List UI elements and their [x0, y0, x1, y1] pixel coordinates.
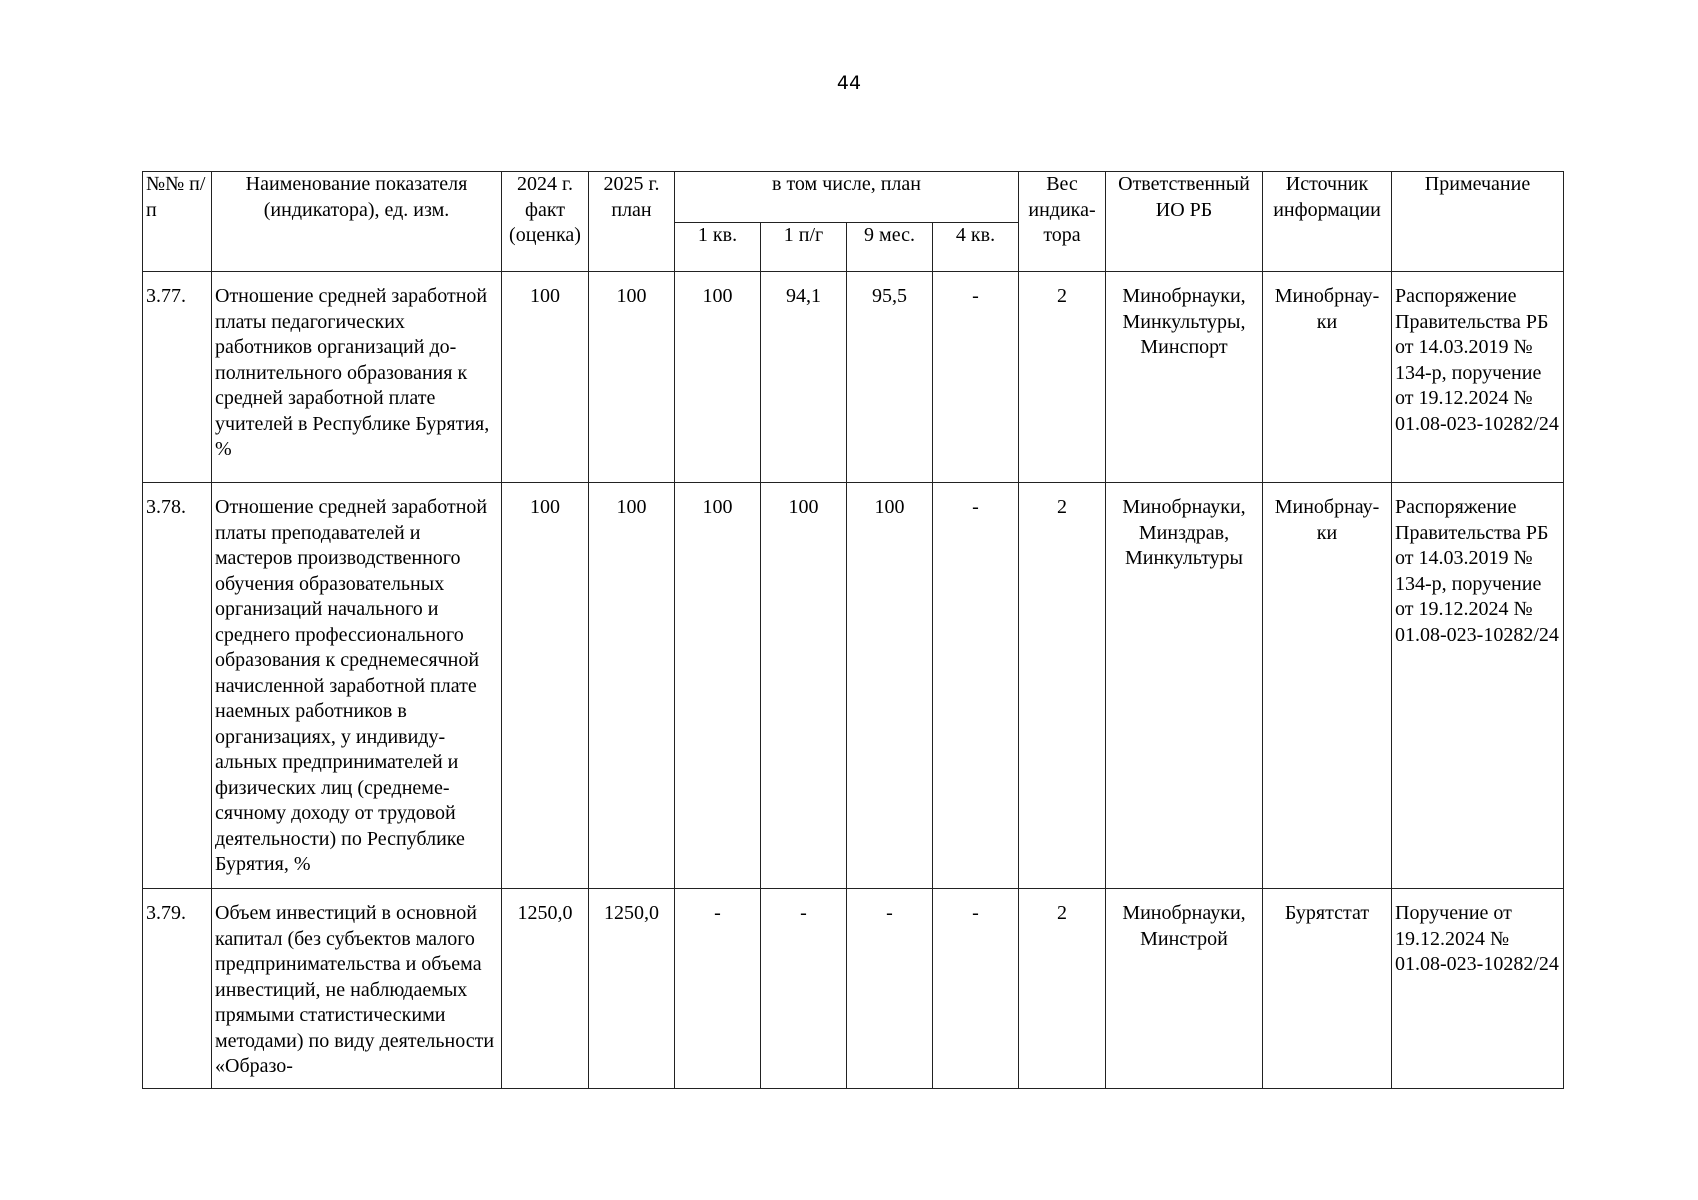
row-source: Бурятстат [1263, 889, 1392, 1089]
row-weight: 2 [1019, 483, 1106, 889]
header-2025: 2025 г. план [589, 172, 675, 272]
row-2024: 100 [502, 272, 589, 483]
row-weight: 2 [1019, 889, 1106, 1089]
row-q4: - [933, 889, 1019, 1089]
row-half-year: 94,1 [761, 272, 847, 483]
table-row [143, 272, 1564, 483]
row-2024: 1250,0 [502, 889, 589, 1089]
row-half-year: - [761, 889, 847, 1089]
row-source: Минобрнау-ки [1263, 483, 1392, 889]
header-9-months: 9 мес. [847, 223, 933, 272]
row-weight: 2 [1019, 272, 1106, 483]
row-half-year: 100 [761, 483, 847, 889]
row-name: Отношение средней заработной платы педагогических работников организаций дополнительного образования к средней заработной плате учителей в Республике Бурятия, % [212, 272, 502, 483]
row-q1: 100 [675, 272, 761, 483]
row-responsible: Минобрнауки, Минздрав, Минкультуры [1106, 483, 1263, 889]
header-source: Источник информации [1263, 172, 1392, 272]
header-num: №№ п/п [143, 172, 212, 272]
row-9-months: 95,5 [847, 272, 933, 483]
row-2024: 100 [502, 483, 589, 889]
row-name: Объем инвестиций в основной капитал (без субъектов малого предпринимательства и объема инвестиций, не наблюдаемых прямыми статистическими методами) по виду деятельности «Образо- [212, 889, 502, 1089]
header-name: Наименование показателя (индикатора), ед. изм. [212, 172, 502, 272]
row-num: 3.79. [143, 889, 212, 1089]
header-q1: 1 кв. [675, 223, 761, 272]
row-9-months: - [847, 889, 933, 1089]
row-q4: - [933, 483, 1019, 889]
header-2024: 2024 г. факт (оценка) [502, 172, 589, 272]
indicators-table [142, 171, 1564, 1089]
row-2025: 100 [589, 483, 675, 889]
row-2025: 100 [589, 272, 675, 483]
row-note: Распоряжение Правительства РБ от 14.03.2019 № 134-р, поручение от 19.12.2024 № 01.08-023-10282/24 [1392, 272, 1564, 483]
header-q4: 4 кв. [933, 223, 1019, 272]
row-2025: 1250,0 [589, 889, 675, 1089]
header-responsible: Ответственный ИО РБ [1106, 172, 1263, 272]
header-note: Примечание [1392, 172, 1564, 272]
row-responsible: Минобрнауки, Минкультуры, Минспорт [1106, 272, 1263, 483]
page-number: 44 [836, 72, 862, 94]
header-including-plan: в том числе, план [675, 172, 1019, 223]
row-q4: - [933, 272, 1019, 483]
row-9-months: 100 [847, 483, 933, 889]
row-source: Минобрнау-ки [1263, 272, 1392, 483]
row-num: 3.77. [143, 272, 212, 483]
row-name: Отношение средней заработной платы преподавателей и мастеров производственного обучения образовательных организаций начального и среднего профессионального образования к среднемесячной начисленной заработной плате наемных работников в организациях, у индивидуальных предпринимателей и физических лиц (среднемесячному доходу от трудовой деятельности) по Республике Бурятия, % [212, 483, 502, 889]
row-note: Распоряжение Правительства РБ от 14.03.2019 № 134-р, поручение от 19.12.2024 № 01.08-023-10282/24 [1392, 483, 1564, 889]
header-half-year: 1 п/г [761, 223, 847, 272]
row-responsible: Минобрнауки, Минстрой [1106, 889, 1263, 1089]
header-weight: Вес индика-тора [1019, 172, 1106, 272]
row-note: Поручение от 19.12.2024 № 01.08-023-10282/24 [1392, 889, 1564, 1089]
table-row [143, 889, 1564, 1089]
row-num: 3.78. [143, 483, 212, 889]
table-row [143, 483, 1564, 889]
row-q1: 100 [675, 483, 761, 889]
row-q1: - [675, 889, 761, 1089]
